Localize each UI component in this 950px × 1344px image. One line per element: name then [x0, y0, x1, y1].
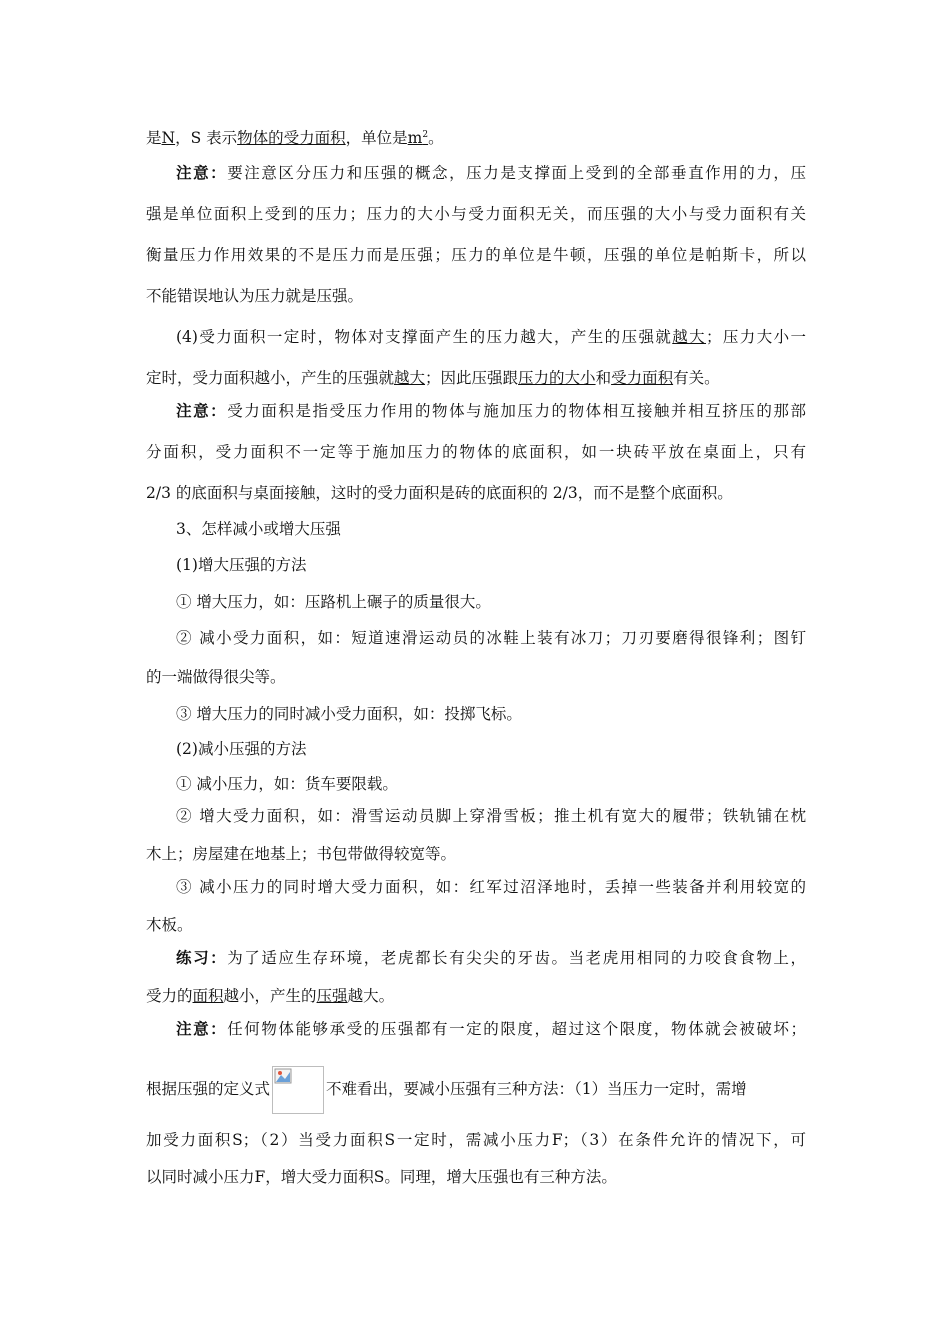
note-label: 注意：: [176, 163, 228, 182]
paragraph-line: 衡量压力作用效果的不是压力而是压强；压力的单位是牛顿，压强的单位是帕斯卡，所以: [146, 246, 806, 264]
paragraph-line: (4)受力面积一定时，物体对支撑面产生的压力越大，产生的压强就越大；压力大小一: [176, 328, 806, 346]
section-heading: 3、怎样减小或增大压强: [176, 520, 341, 538]
formula-image: [272, 1066, 324, 1114]
paragraph-line: 根据压强的定义式 不难看出，要减小压强有三种方法：（1）当压力一定时，需增: [146, 1064, 806, 1114]
paragraph-line: 以同时减小压力F，增大受力面积S。同理，增大压强也有三种方法。: [146, 1168, 617, 1186]
note-line: 注意：要注意区分压力和压强的概念，压力是支撑面上受到的全部垂直作用的力，压: [176, 163, 806, 182]
subsection-heading: (1)增大压强的方法: [176, 556, 307, 574]
paragraph-line: 分面积，受力面积不一定等于施加压力的物体的底面积，如一块砖平放在桌面上，只有: [146, 443, 806, 461]
paragraph-line: 木板。: [146, 916, 193, 934]
list-item: ② 减小受力面积，如：短道速滑运动员的冰鞋上装有冰刀；刀刃要磨得很锋利；图钉: [176, 629, 806, 647]
note-line: 注意：受力面积是指受压力作用的物体与施加压力的物体相互接触并相互挤压的那部: [176, 401, 806, 420]
note-line: 注意：任何物体能够承受的压强都有一定的限度，超过这个限度，物体就会被破坏；: [176, 1019, 806, 1038]
note-label: 注意：: [176, 1019, 228, 1038]
list-item: ① 增大压力，如：压路机上碾子的质量很大。: [176, 593, 491, 611]
paragraph-line: 木上；房屋建在地基上；书包带做得较宽等。: [146, 845, 457, 863]
paragraph-line: 2/3 的底面积与桌面接触，这时的受力面积是砖的底面积的 2/3，而不是整个底面积。: [146, 484, 733, 502]
exercise-line: 练习：为了适应生存环境，老虎都长有尖尖的牙齿。当老虎用相同的力咬食食物上，: [176, 948, 806, 967]
paragraph-line: 强是单位面积上受到的压力；压力的大小与受力面积无关，而压强的大小与受力面积有关: [146, 205, 806, 223]
subsection-heading: (2)减小压强的方法: [176, 740, 307, 758]
paragraph-line: 的一端做得很尖等。: [146, 668, 286, 686]
exercise-label: 练习：: [176, 948, 228, 967]
list-item: ③ 增大压力的同时减小受力面积，如：投掷飞标。: [176, 705, 522, 723]
list-item: ③ 减小压力的同时增大受力面积，如：红军过沼泽地时，丢掉一些装备并利用较宽的: [176, 878, 806, 896]
broken-image-icon: [273, 1067, 323, 1113]
paragraph-line: 定时，受力面积越小，产生的压强就越大；因此压强跟压力的大小和受力面积有关。: [146, 369, 720, 387]
paragraph-line: 加受力面积S；（2）当受力面积S一定时，需减小压力F；（3）在条件允许的情况下，可: [146, 1131, 806, 1149]
paragraph-line: 受力的面积越小，产生的压强越大。: [146, 987, 395, 1005]
note-label: 注意：: [176, 401, 228, 420]
paragraph-line: 是N，S 表示物体的受力面积，单位是$m^2$。: [146, 129, 444, 147]
list-item: ① 减小压力，如：货车要限载。: [176, 775, 398, 793]
paragraph-line: 不能错误地认为压力就是压强。: [146, 287, 364, 305]
list-item: ② 增大受力面积，如：滑雪运动员脚上穿滑雪板；推土机有宽大的履带；铁轨铺在枕: [176, 807, 806, 825]
